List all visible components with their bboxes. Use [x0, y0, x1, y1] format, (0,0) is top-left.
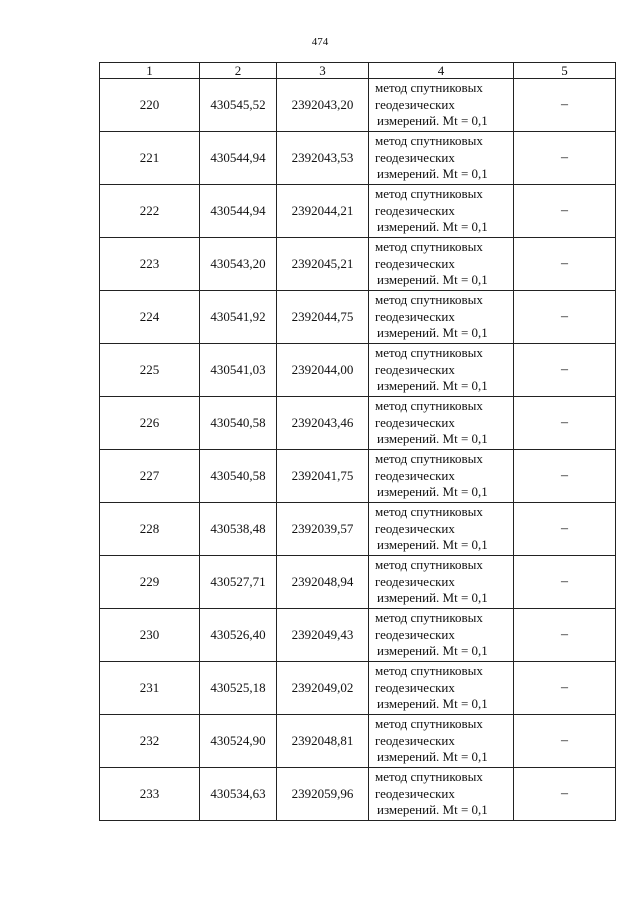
column-5-value: –	[514, 609, 616, 662]
method-description	[369, 79, 514, 132]
method-line-3: измерений. Mt = 0,1	[377, 590, 488, 606]
coordinate-y: 2392043,53	[277, 132, 369, 185]
point-number: 227	[100, 450, 200, 503]
point-number: 226	[100, 397, 200, 450]
header-col-4: 4	[369, 63, 514, 79]
method-description	[369, 662, 514, 715]
page-number: 474	[311, 36, 329, 48]
column-5-value: –	[514, 556, 616, 609]
coordinate-x: 430525,18	[200, 662, 277, 715]
table-row	[100, 768, 616, 821]
method-line-2: геодезических	[375, 96, 455, 112]
table-row	[100, 503, 616, 556]
point-number: 233	[100, 768, 200, 821]
table-row	[100, 450, 616, 503]
table-row	[100, 715, 616, 768]
method-line-2: геодезических	[375, 573, 455, 589]
method-line-3: измерений. Mt = 0,1	[377, 749, 488, 765]
method-description	[369, 132, 514, 185]
point-number: 229	[100, 556, 200, 609]
table-row	[100, 291, 616, 344]
column-5-value: –	[514, 291, 616, 344]
header-col-1: 1	[100, 63, 200, 79]
coordinate-x: 430544,94	[200, 185, 277, 238]
method-line-3: измерений. Mt = 0,1	[377, 696, 488, 712]
method-line-3: измерений. Mt = 0,1	[377, 484, 488, 500]
method-line-3: измерений. Mt = 0,1	[377, 166, 488, 182]
point-number: 224	[100, 291, 200, 344]
column-5-value: –	[514, 450, 616, 503]
column-5-value: –	[514, 503, 616, 556]
method-line-2: геодезических	[375, 785, 455, 801]
header-col-5: 5	[514, 63, 616, 79]
coordinate-y: 2392044,21	[277, 185, 369, 238]
table-body	[100, 79, 616, 821]
method-line-1: метод спутниковых	[375, 610, 483, 626]
point-number: 222	[100, 185, 200, 238]
method-line-2: геодезических	[375, 149, 455, 165]
method-description	[369, 768, 514, 821]
coordinate-y: 2392044,75	[277, 291, 369, 344]
method-line-1: метод спутниковых	[375, 557, 483, 573]
coordinate-x: 430524,90	[200, 715, 277, 768]
method-line-2: геодезических	[375, 308, 455, 324]
method-line-2: геодезических	[375, 255, 455, 271]
method-line-1: метод спутниковых	[375, 186, 483, 202]
method-line-1: метод спутниковых	[375, 663, 483, 679]
table-row	[100, 609, 616, 662]
method-line-2: геодезических	[375, 520, 455, 536]
coordinate-x: 430534,63	[200, 768, 277, 821]
coordinate-x: 430544,94	[200, 132, 277, 185]
table-row	[100, 79, 616, 132]
method-line-3: измерений. Mt = 0,1	[377, 537, 488, 553]
coordinate-y: 2392049,02	[277, 662, 369, 715]
point-number: 221	[100, 132, 200, 185]
method-line-1: метод спутниковых	[375, 769, 483, 785]
method-line-1: метод спутниковых	[375, 292, 483, 308]
method-line-2: геодезических	[375, 679, 455, 695]
coordinate-x: 430527,71	[200, 556, 277, 609]
method-line-3: измерений. Mt = 0,1	[377, 802, 488, 818]
method-line-3: измерений. Mt = 0,1	[377, 431, 488, 447]
method-line-1: метод спутниковых	[375, 345, 483, 361]
coordinate-x: 430545,52	[200, 79, 277, 132]
column-5-value: –	[514, 344, 616, 397]
method-line-3: измерений. Mt = 0,1	[377, 378, 488, 394]
coordinate-y: 2392049,43	[277, 609, 369, 662]
table-row	[100, 238, 616, 291]
coordinate-x: 430540,58	[200, 450, 277, 503]
method-description	[369, 185, 514, 238]
method-line-2: геодезических	[375, 732, 455, 748]
method-description	[369, 344, 514, 397]
method-line-3: измерений. Mt = 0,1	[377, 325, 488, 341]
table-row	[100, 185, 616, 238]
coordinate-y: 2392039,57	[277, 503, 369, 556]
point-number: 223	[100, 238, 200, 291]
method-line-2: геодезических	[375, 414, 455, 430]
method-line-3: измерений. Mt = 0,1	[377, 272, 488, 288]
point-number: 225	[100, 344, 200, 397]
method-line-2: геодезических	[375, 467, 455, 483]
coordinate-y: 2392045,21	[277, 238, 369, 291]
method-line-3: измерений. Mt = 0,1	[377, 219, 488, 235]
method-line-1: метод спутниковых	[375, 716, 483, 732]
method-description	[369, 291, 514, 344]
column-5-value: –	[514, 662, 616, 715]
header-col-3: 3	[277, 63, 369, 79]
point-number: 228	[100, 503, 200, 556]
method-line-1: метод спутниковых	[375, 80, 483, 96]
method-line-3: измерений. Mt = 0,1	[377, 643, 488, 659]
coordinate-y: 2392059,96	[277, 768, 369, 821]
method-description	[369, 556, 514, 609]
method-line-1: метод спутниковых	[375, 504, 483, 520]
coordinate-x: 430538,48	[200, 503, 277, 556]
column-5-value: –	[514, 768, 616, 821]
point-number: 220	[100, 79, 200, 132]
method-line-2: геодезических	[375, 202, 455, 218]
coordinate-y: 2392044,00	[277, 344, 369, 397]
column-5-value: –	[514, 397, 616, 450]
coordinate-y: 2392041,75	[277, 450, 369, 503]
coordinates-table	[99, 62, 616, 821]
method-line-2: геодезических	[375, 626, 455, 642]
table-header-row	[100, 63, 616, 79]
method-description	[369, 715, 514, 768]
coordinate-y: 2392048,81	[277, 715, 369, 768]
method-description	[369, 397, 514, 450]
method-line-1: метод спутниковых	[375, 451, 483, 467]
table-row	[100, 397, 616, 450]
point-number: 232	[100, 715, 200, 768]
point-number: 231	[100, 662, 200, 715]
coordinate-x: 430543,20	[200, 238, 277, 291]
table-row	[100, 344, 616, 397]
column-5-value: –	[514, 185, 616, 238]
method-description	[369, 609, 514, 662]
method-description	[369, 450, 514, 503]
method-line-1: метод спутниковых	[375, 239, 483, 255]
coordinate-x: 430540,58	[200, 397, 277, 450]
coordinate-x: 430541,92	[200, 291, 277, 344]
point-number: 230	[100, 609, 200, 662]
method-line-1: метод спутниковых	[375, 398, 483, 414]
coordinate-x: 430526,40	[200, 609, 277, 662]
column-5-value: –	[514, 238, 616, 291]
table-row	[100, 662, 616, 715]
coordinate-y: 2392043,20	[277, 79, 369, 132]
method-line-3: измерений. Mt = 0,1	[377, 113, 488, 129]
table-row	[100, 132, 616, 185]
column-5-value: –	[514, 715, 616, 768]
method-line-2: геодезических	[375, 361, 455, 377]
column-5-value: –	[514, 79, 616, 132]
coordinate-y: 2392043,46	[277, 397, 369, 450]
method-line-1: метод спутниковых	[375, 133, 483, 149]
method-description	[369, 503, 514, 556]
method-description	[369, 238, 514, 291]
table-row	[100, 556, 616, 609]
coordinate-y: 2392048,94	[277, 556, 369, 609]
header-col-2: 2	[200, 63, 277, 79]
coordinate-x: 430541,03	[200, 344, 277, 397]
column-5-value: –	[514, 132, 616, 185]
